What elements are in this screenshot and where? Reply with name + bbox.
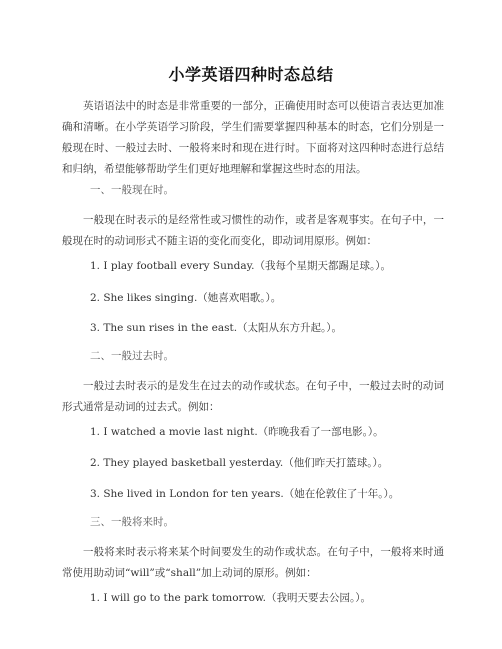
document-title: 小学英语四种时态总结 [168,65,334,84]
section-description-past-simple: 一般过去时表示的是发生在过去的动作或状态。在句子中，一般过去时的动词形式通常是动词的过去式。例如： [62,380,444,413]
section-heading-present-simple: 一、一般现在时。 [90,184,174,196]
section-heading-past-simple: 二、一般过去时。 [90,350,174,362]
example-line: 2. They played basketball yesterday.（他们昨天打篮球。）。 [90,457,389,469]
example-line: 1. I will go to the park tomorrow.（我明天要去公园。）。 [90,592,371,604]
example-line: 2. She likes singing.（她喜欢唱歌。）。 [90,292,282,304]
example-line: 3. She lived in London for ten years.（她在伦敦住了十年。）。 [90,488,400,500]
section-description-present-simple: 一般现在时表示的是经常性或习惯性的动作，或者是客观事实。在句子中，一般现在时的动词形式不随主语的变化而变化，即动词用原形。例如： [62,214,444,247]
example-line: 1. I play football every Sunday.（我每个星期天都踢足球。）。 [90,260,391,272]
section-description-future-simple: 一般将来时表示将来某个时间要发生的动作或状态。在句子中，一般将来时通常使用助动词“will”或“shall”加上动词的原形。例如： [62,546,444,579]
example-line: 1. I watched a movie last night.（昨晚我看了一部电影。）。 [90,426,384,438]
example-line: 3. The sun rises in the east.（太阳从东方升起。）。 [90,322,343,334]
section-heading-future-simple: 三、一般将来时。 [90,516,174,528]
intro-paragraph: 英语语法中的时态是非常重要的一部分，正确使用时态可以使语言表达更加准确和清晰。在小学英语学习阶段，学生们需要掌握四种基本的时态，它们分别是一般现在时、一般过去时、一般将来时和现在进行时。下面将对这四种时态进行总结和归纳，希望能够帮助学生们更好地理解和掌握这些时态的用法。 [62,100,444,175]
